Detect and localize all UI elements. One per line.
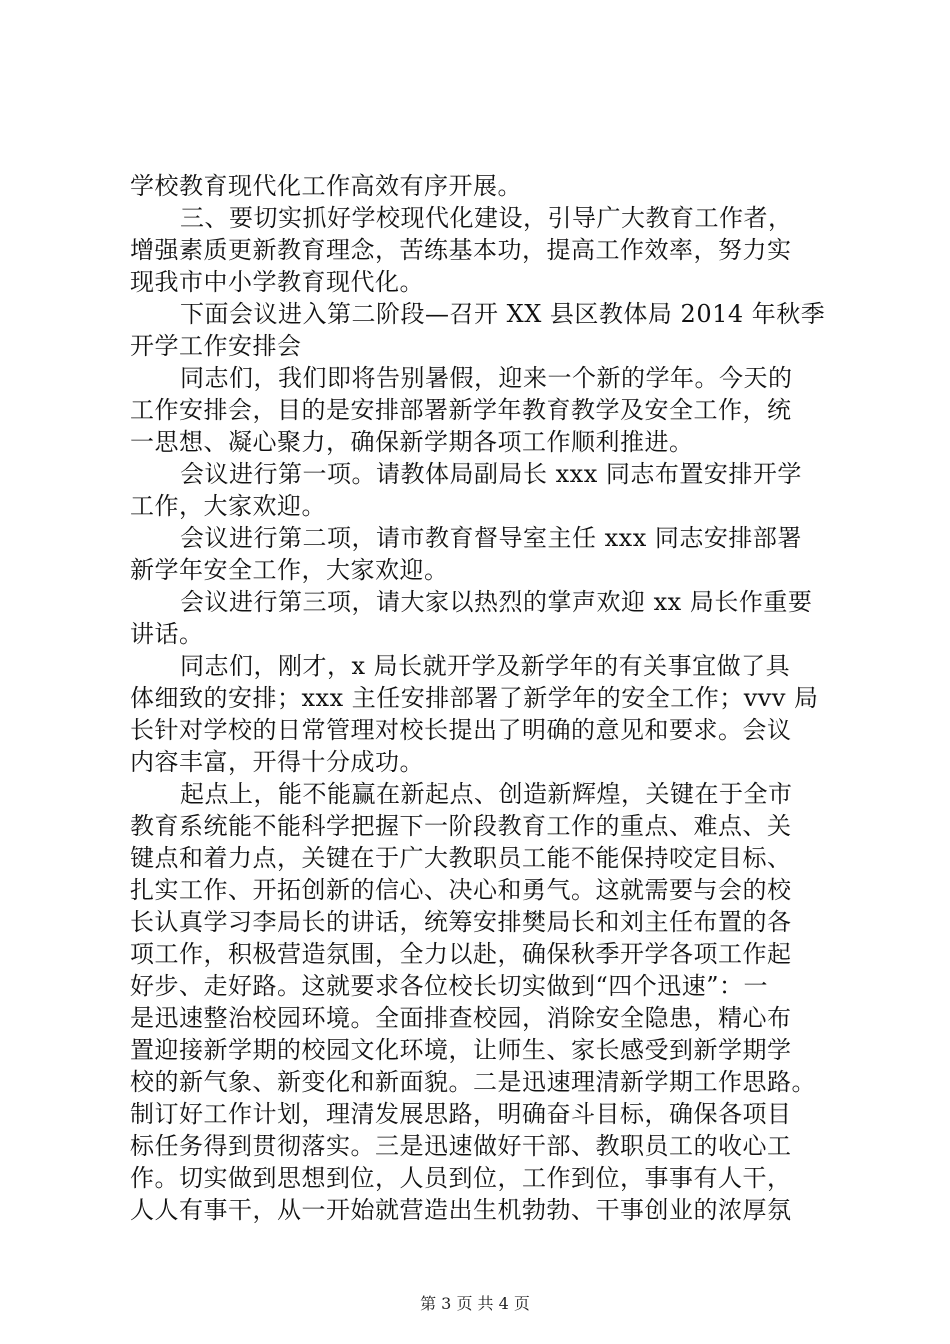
- text-line: 项工作，积极营造氛围，全力以赴，确保秋季开学各项工作起: [130, 940, 792, 968]
- text-line: 好步、走好路。这就要求各位校长切实做到“四个迅速”：一: [130, 972, 769, 1000]
- text-line: 校的新气象、新变化和新面貌。二是迅速理清新学期工作思路。: [130, 1068, 816, 1096]
- text-line: 内容丰富，开得十分成功。: [130, 748, 424, 776]
- text-line: 现我市中小学教育现代化。: [130, 268, 424, 296]
- text-line: 会议进行第一项。请教体局副局长 xxx 同志布置安排开学: [180, 460, 802, 488]
- text-line: 工作，大家欢迎。: [130, 492, 326, 520]
- text-line: 开学工作安排会: [130, 332, 302, 360]
- text-line: 新学年安全工作，大家欢迎。: [130, 556, 449, 584]
- text-line: 作。切实做到思想到位，人员到位，工作到位，事事有人干，: [130, 1164, 792, 1192]
- text-line: 长针对学校的日常管理对校长提出了明确的意见和要求。会议: [130, 716, 792, 744]
- text-line: 体细致的安排；xxx 主任安排部署了新学年的安全工作；vvv 局: [130, 684, 819, 712]
- text-line: 会议进行第二项，请市教育督导室主任 xxx 同志安排部署: [180, 524, 802, 552]
- text-line: 教育系统能不能科学把握下一阶段教育工作的重点、难点、关: [130, 812, 792, 840]
- text-line: 增强素质更新教育理念，苦练基本功，提高工作效率，努力实: [130, 236, 792, 264]
- document-body: [130, 170, 830, 1226]
- text-line: 三、要切实抓好学校现代化建设，引导广大教育工作者，: [180, 204, 793, 232]
- text-line: 长认真学习李局长的讲话，统筹安排樊局长和刘主任布置的各: [130, 908, 792, 936]
- text-line: 同志们，我们即将告别暑假，迎来一个新的学年。今天的: [180, 364, 793, 392]
- text-line: 是迅速整治校园环境。全面排查校园，消除安全隐患，精心布: [130, 1004, 792, 1032]
- text-line: 起点上，能不能赢在新起点、创造新辉煌，关键在于全市: [180, 780, 793, 808]
- text-line: 标任务得到贯彻落实。三是迅速做好干部、教职员工的收心工: [130, 1132, 792, 1160]
- text-line: 会议进行第三项，请大家以热烈的掌声欢迎 xx 局长作重要: [180, 588, 813, 616]
- text-line: 制订好工作计划，理清发展思路，明确奋斗目标，确保各项目: [130, 1100, 792, 1128]
- text-line: 置迎接新学期的校园文化环境，让师生、家长感受到新学期学: [130, 1036, 792, 1064]
- text-line: 扎实工作、开拓创新的信心、决心和勇气。这就需要与会的校: [130, 876, 792, 904]
- text-line: 下面会议进入第二阶段—召开 XX 县区教体局 2014 年秋季: [180, 300, 826, 328]
- text-line: 键点和着力点，关键在于广大教职员工能不能保持咬定目标、: [130, 844, 792, 872]
- text-line: 一思想、凝心聚力，确保新学期各项工作顺利推进。: [130, 428, 694, 456]
- text-line: 工作安排会，目的是安排部署新学年教育教学及安全工作，统: [130, 396, 792, 424]
- text-line: 人人有事干，从一开始就营造出生机勃勃、干事创业的浓厚氛: [130, 1196, 792, 1224]
- text-line: 学校教育现代化工作高效有序开展。: [130, 172, 522, 200]
- text-line: 讲话。: [130, 620, 204, 648]
- text-line: 同志们，刚才，x 局长就开学及新学年的有关事宜做了具: [180, 652, 791, 680]
- page-footer: 第 3 页 共 4 页: [420, 1294, 530, 1313]
